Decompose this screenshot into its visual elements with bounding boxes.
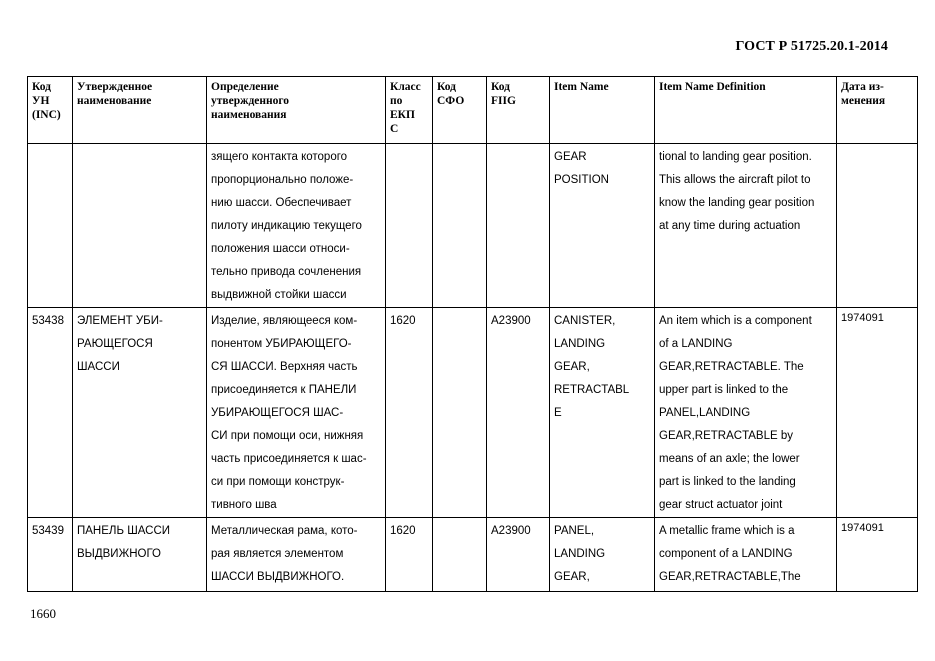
cell-sfo — [433, 308, 487, 518]
text-line: часть присоединяется к шас- — [211, 453, 367, 465]
text-line: tional to landing gear position. — [659, 151, 812, 163]
text-line: LANDING — [554, 548, 606, 560]
text-line: upper part is linked to the — [659, 384, 789, 396]
cell-inc — [28, 308, 73, 518]
text-line: СИ при помощи оси, нижняя — [211, 430, 364, 442]
header-fiig — [487, 77, 550, 144]
text-line: 53439 — [32, 525, 64, 537]
text-line: тельно привода сочленения — [211, 266, 362, 278]
cell-class — [386, 308, 433, 518]
cell-definition — [207, 144, 386, 308]
cell-sfo — [433, 144, 487, 308]
cell-class — [386, 144, 433, 308]
text-line: Код — [437, 81, 457, 93]
text-line: СЯ ШАССИ. Верхняя часть — [211, 361, 358, 373]
cell-item-definition — [655, 518, 837, 592]
text-line: С — [390, 123, 399, 135]
text-line: по — [390, 95, 403, 107]
text-line: менения — [841, 95, 886, 107]
table-row — [28, 308, 918, 518]
header-inc — [28, 77, 73, 144]
text-line: УБИРАЮЩЕГОСЯ ШАС- — [211, 407, 344, 419]
standard-number: ГОСТ Р 51725.20.1-2014 — [735, 39, 888, 54]
text-line: выдвижной стойки шасси — [211, 289, 347, 301]
text-line: A23900 — [491, 525, 531, 537]
text-line: Определение — [211, 81, 279, 93]
text-line: тивного шва — [211, 499, 277, 511]
header-definition — [207, 77, 386, 144]
text-line: This allows the aircraft pilot to — [659, 174, 811, 186]
cell-item-name — [550, 144, 655, 308]
text-line: Код — [491, 81, 511, 93]
cell-fiig — [487, 144, 550, 308]
text-line: Утвержденное — [77, 81, 153, 93]
cell-definition — [207, 308, 386, 518]
text-line: Класс — [390, 81, 421, 93]
text-line: means of an axle; the lower — [659, 453, 800, 465]
text-line: УН — [32, 95, 50, 107]
page-number: 1660 — [30, 606, 56, 621]
text-line: пропорционально положе- — [211, 174, 354, 186]
text-line: 1974091 — [841, 312, 884, 324]
text-line: E — [554, 407, 562, 419]
header-item-definition — [655, 77, 837, 144]
text-line: GEAR,RETRACTABLE. The — [659, 361, 804, 373]
text-line: наименования — [211, 109, 287, 121]
text-line: 53438 — [32, 315, 64, 327]
text-line: Металлическая рама, кото- — [211, 525, 358, 537]
cell-definition — [207, 518, 386, 592]
cell-fiig — [487, 308, 550, 518]
text-line: утвержденного — [211, 95, 290, 107]
text-line: 1620 — [390, 315, 416, 327]
cell-inc — [28, 144, 73, 308]
text-line: си при помощи конструк- — [211, 476, 345, 488]
text-line: ШАССИ ВЫДВИЖНОГО. — [211, 571, 345, 583]
cell-name — [73, 144, 207, 308]
text-line: A23900 — [491, 315, 531, 327]
text-line: рая является элементом — [211, 548, 344, 560]
text-line: GEAR,RETRACTABLE by — [659, 430, 793, 442]
cell-item-definition — [655, 308, 837, 518]
text-line: ЕКП — [390, 109, 415, 121]
text-line: RETRACTABL — [554, 384, 630, 396]
text-line: Код — [32, 81, 52, 93]
text-line: присоединяется к ПАНЕЛИ — [211, 384, 357, 396]
text-line: PANEL,LANDING — [659, 407, 751, 419]
text-line: Дата из- — [841, 81, 884, 93]
text-line: Изделие, являющееся ком- — [211, 315, 358, 327]
cell-date — [837, 144, 918, 308]
cell-name — [73, 518, 207, 592]
cell-class — [386, 518, 433, 592]
text-line: положения шасси относи- — [211, 243, 350, 255]
text-line: FIIG — [491, 95, 516, 107]
text-line: наименование — [77, 95, 152, 107]
header-item-name — [550, 77, 655, 144]
text-line: ПАНЕЛЬ ШАССИ — [77, 525, 171, 537]
table-row — [28, 144, 918, 308]
text-line: ВЫДВИЖНОГО — [77, 548, 161, 560]
text-line: зящего контакта которого — [211, 151, 348, 163]
text-line: GEAR, — [554, 571, 590, 583]
text-line: Item Name — [554, 81, 609, 93]
cell-item-name — [550, 308, 655, 518]
text-line: CANISTER, — [554, 315, 616, 327]
catalog-table — [27, 76, 918, 592]
text-line: GEAR,RETRACTABLE,The — [659, 571, 801, 583]
text-line: PANEL, — [554, 525, 595, 537]
header-approved-name — [73, 77, 207, 144]
text-line: An item which is a component — [659, 315, 812, 327]
text-line: 1620 — [390, 525, 416, 537]
text-line: РАЮЩЕГОСЯ — [77, 338, 153, 350]
header-sfo — [433, 77, 487, 144]
text-line: (INC) — [32, 109, 61, 121]
text-line: gear struct actuator joint — [659, 499, 783, 511]
text-line: понентом УБИРАЮЩЕГО- — [211, 338, 352, 350]
text-line: ЭЛЕМЕНТ УБИ- — [77, 315, 163, 327]
cell-inc — [28, 518, 73, 592]
text-line: GEAR — [554, 151, 587, 163]
text-line: LANDING — [554, 338, 606, 350]
text-line: know the landing gear position — [659, 197, 815, 209]
header-change-date — [837, 77, 918, 144]
text-line: part is linked to the landing — [659, 476, 796, 488]
text-line: ШАССИ — [77, 361, 120, 373]
cell-date — [837, 518, 918, 592]
text-line: 1974091 — [841, 522, 884, 534]
text-line: component of a LANDING — [659, 548, 793, 560]
text-line: Item Name Definition — [659, 81, 766, 93]
text-line: at any time during actuation — [659, 220, 801, 232]
text-line: пилоту индикацию текущего — [211, 220, 362, 232]
text-line: GEAR, — [554, 361, 590, 373]
table-header-row — [28, 77, 918, 144]
text-line: of a LANDING — [659, 338, 733, 350]
cell-item-name — [550, 518, 655, 592]
cell-fiig — [487, 518, 550, 592]
cell-item-definition — [655, 144, 837, 308]
cell-name — [73, 308, 207, 518]
text-line: A metallic frame which is a — [659, 525, 795, 537]
text-line: СФО — [437, 95, 465, 107]
text-line: POSITION — [554, 174, 609, 186]
table-row — [28, 518, 918, 592]
header-class — [386, 77, 433, 144]
cell-sfo — [433, 518, 487, 592]
text-line: нию шасси. Обеспечивает — [211, 197, 352, 209]
cell-date — [837, 308, 918, 518]
